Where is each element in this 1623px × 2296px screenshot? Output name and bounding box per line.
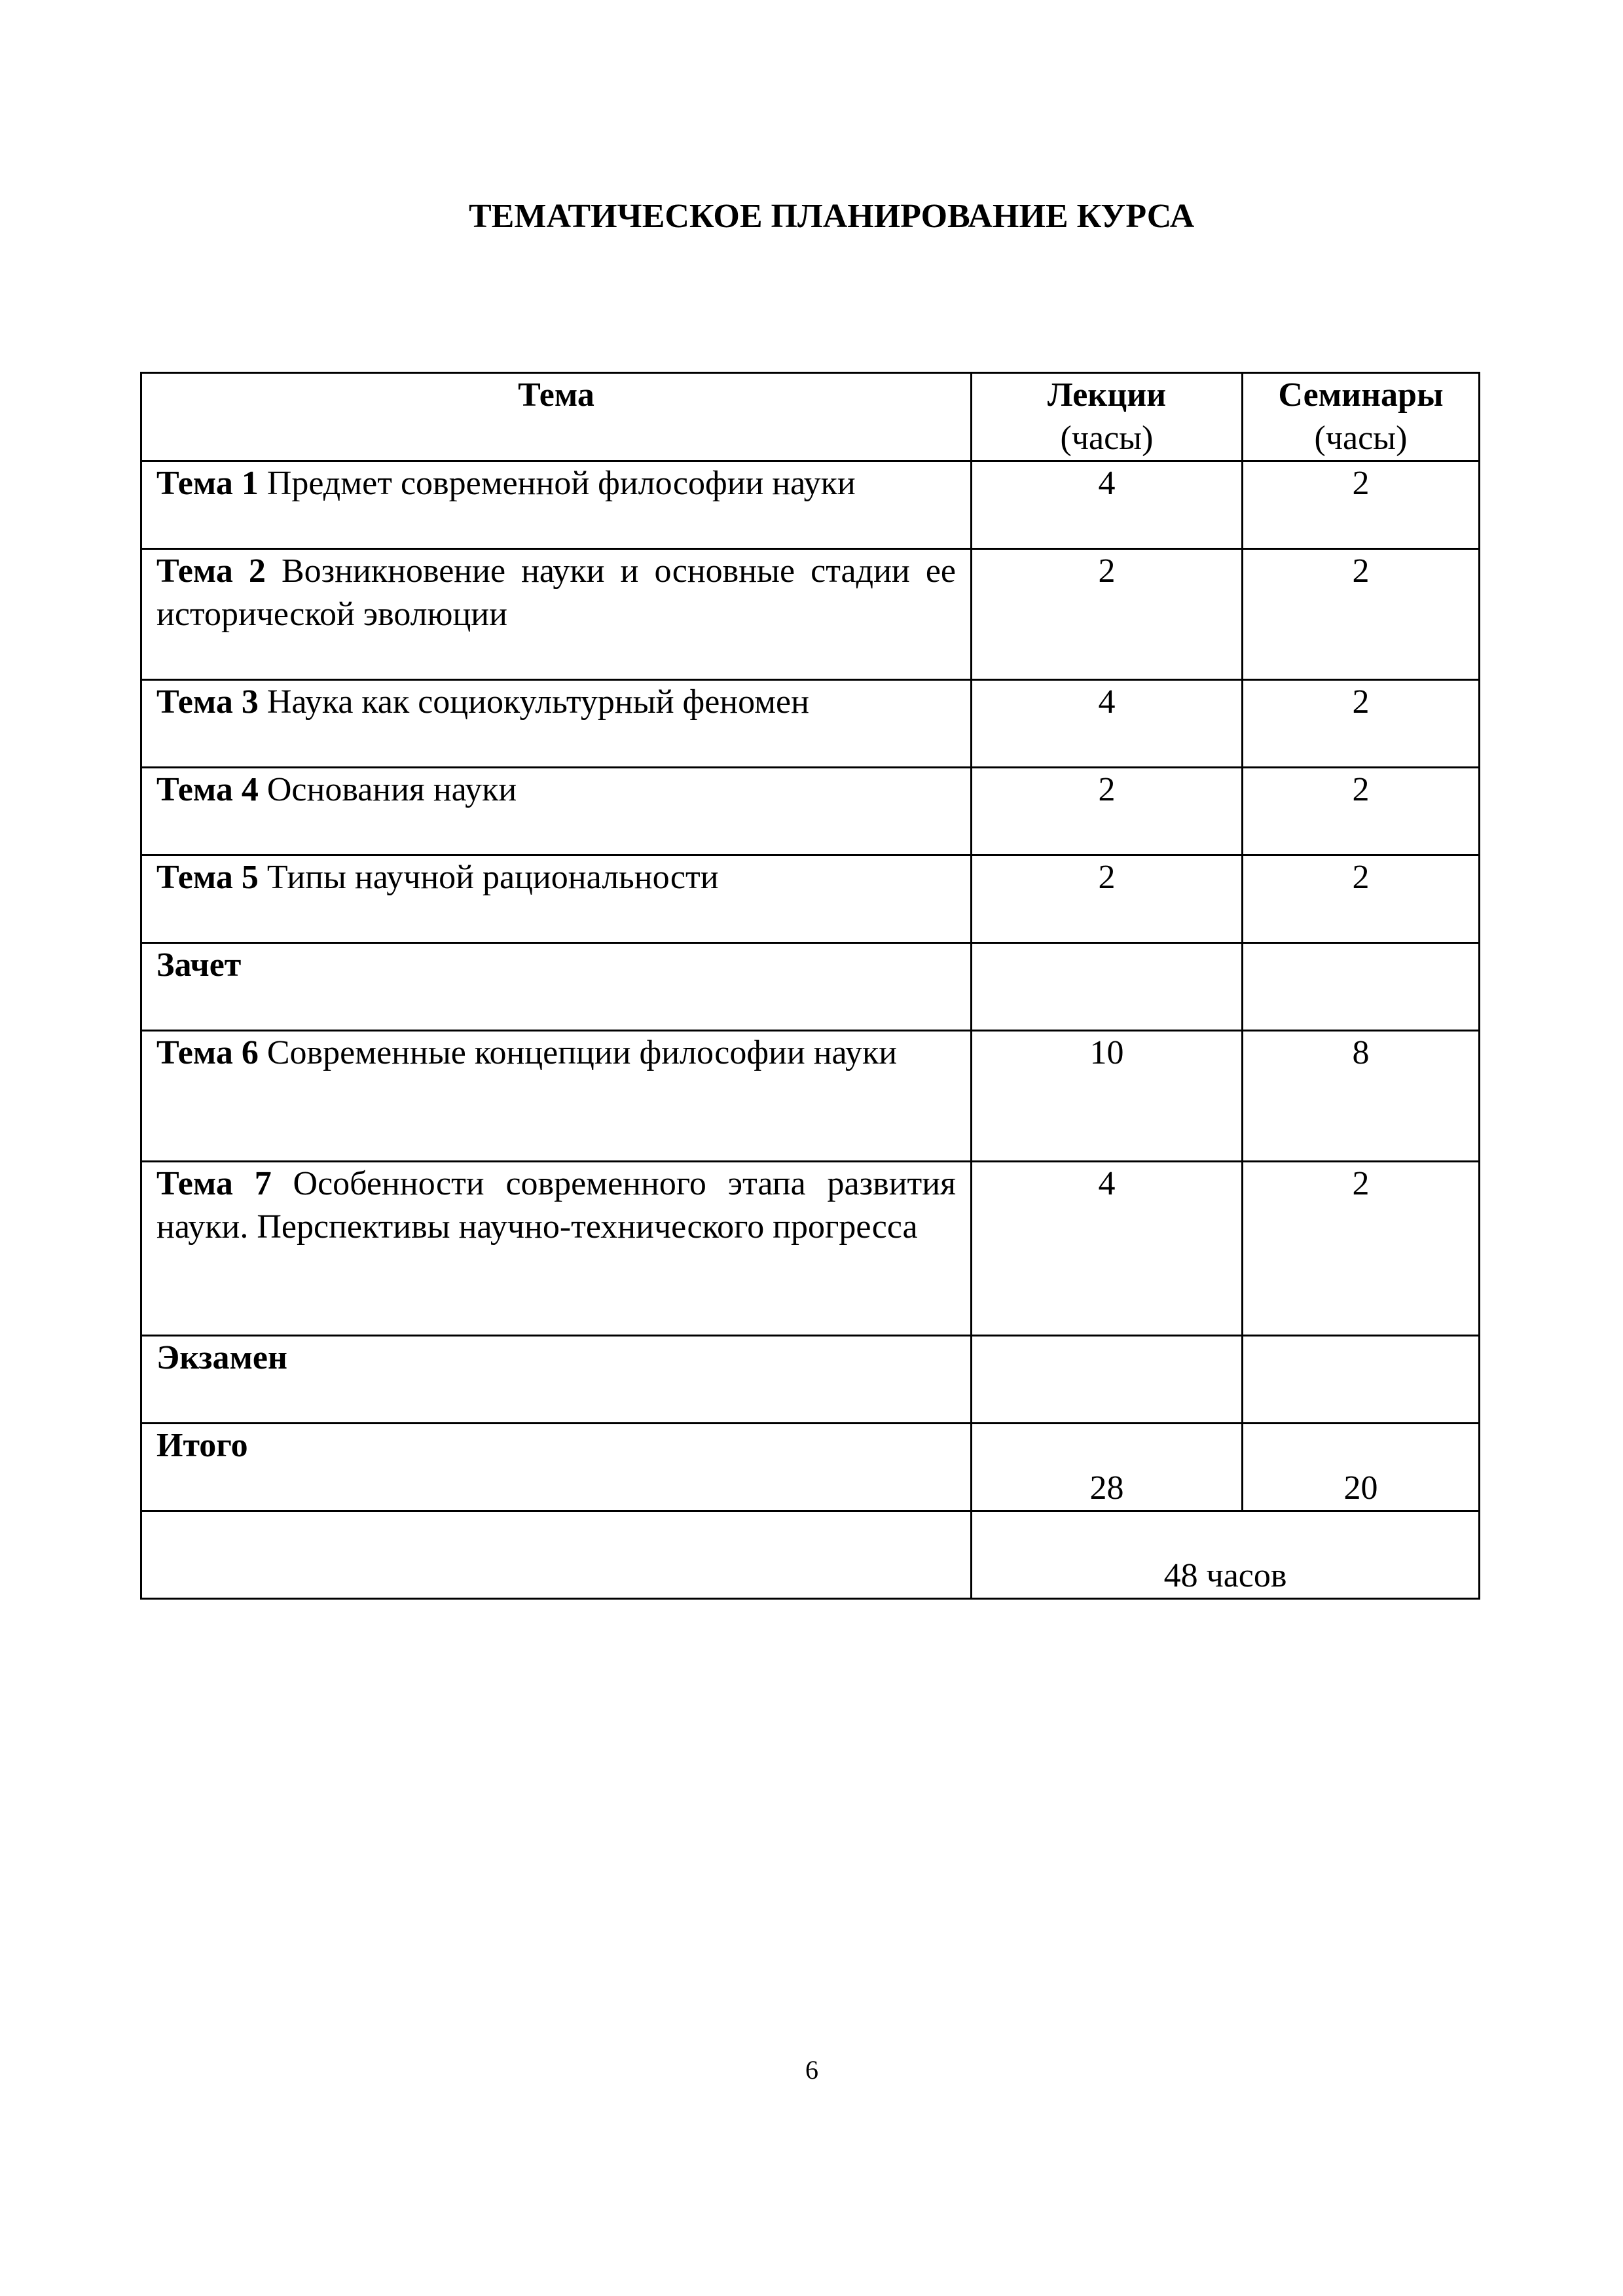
- table-row: [141, 461, 1480, 549]
- topic-text: Возникновение науки и основные стадии ее исторической эволюции: [156, 552, 956, 633]
- lectures-hours: 4: [972, 680, 1243, 768]
- seminars-hours: [1243, 943, 1480, 1031]
- topic-cell: [141, 855, 972, 943]
- topic-cell: [141, 768, 972, 855]
- topic-cell: [141, 1336, 972, 1424]
- table-row: [141, 680, 1480, 768]
- topic-label: Зачет: [156, 946, 242, 984]
- header-seminars-unit: (часы): [1314, 420, 1408, 457]
- seminars-hours: 2: [1243, 855, 1480, 943]
- topic-text: Наука как социокультурный феномен: [258, 683, 809, 721]
- page-number: 6: [805, 2055, 818, 2085]
- total-label: Итого: [156, 1427, 248, 1464]
- topic-cell: [141, 1031, 972, 1162]
- header-lectures-label: Лекции: [1047, 376, 1167, 414]
- table-row: [141, 1162, 1480, 1336]
- grand-total-row: [141, 1511, 1480, 1599]
- table-row: [141, 943, 1480, 1031]
- total-lectures-hours: 28: [972, 1424, 1243, 1511]
- total-seminars-hours: 20: [1243, 1424, 1480, 1511]
- course-plan-table: [140, 372, 1480, 1600]
- page-title: ТЕМАТИЧЕСКОЕ ПЛАНИРОВАНИЕ КУРСА: [469, 198, 1195, 235]
- seminars-hours: 2: [1243, 768, 1480, 855]
- topic-text: Особенности современного этапа развития науки. Перспективы научно-технического прогресса: [156, 1165, 956, 1246]
- topic-cell: [141, 680, 972, 768]
- seminars-hours: 8: [1243, 1031, 1480, 1162]
- table-row: [141, 549, 1480, 680]
- grand-total-empty-cell: [141, 1511, 972, 1599]
- lectures-hours: 2: [972, 855, 1243, 943]
- topic-text: Основания науки: [258, 771, 517, 808]
- lectures-hours: 4: [972, 461, 1243, 549]
- lectures-hours: 2: [972, 768, 1243, 855]
- topic-text: Предмет современной философии науки: [258, 465, 856, 502]
- lectures-hours: [972, 1336, 1243, 1424]
- topic-label: Тема 1: [156, 465, 259, 502]
- seminars-hours: 2: [1243, 549, 1480, 680]
- lectures-hours: 10: [972, 1031, 1243, 1162]
- lectures-hours: 4: [972, 1162, 1243, 1336]
- lectures-hours: [972, 943, 1243, 1031]
- topic-cell: [141, 549, 972, 680]
- table-row: [141, 1031, 1480, 1162]
- topic-label: Экзамен: [156, 1339, 287, 1376]
- header-lectures: [972, 373, 1243, 461]
- seminars-hours: [1243, 1336, 1480, 1424]
- topic-label: Тема 6: [156, 1034, 259, 1071]
- topic-label: Тема 2: [156, 552, 266, 590]
- topic-cell: [141, 461, 972, 549]
- table-row: [141, 768, 1480, 855]
- grand-total-hours: 48 часов: [972, 1511, 1480, 1599]
- topic-text: Современные концепции философии науки: [258, 1034, 898, 1071]
- topic-label: Тема 4: [156, 771, 259, 808]
- seminars-hours: 2: [1243, 461, 1480, 549]
- lectures-hours: 2: [972, 549, 1243, 680]
- table-row: [141, 855, 1480, 943]
- total-row: [141, 1424, 1480, 1511]
- total-label-cell: [141, 1424, 972, 1511]
- seminars-hours: 2: [1243, 1162, 1480, 1336]
- topic-text: Типы научной рациональности: [258, 859, 719, 896]
- seminars-hours: 2: [1243, 680, 1480, 768]
- header-lectures-unit: (часы): [1060, 420, 1154, 457]
- topic-label: Тема 7: [156, 1165, 272, 1202]
- header-seminars: [1243, 373, 1480, 461]
- header-topic-label: Тема: [518, 376, 594, 414]
- header-topic: [141, 373, 972, 461]
- topic-label: Тема 5: [156, 859, 259, 896]
- topic-cell: [141, 1162, 972, 1336]
- topic-label: Тема 3: [156, 683, 259, 721]
- header-seminars-label: Семинары: [1278, 376, 1444, 414]
- table-row: [141, 1336, 1480, 1424]
- topic-cell: [141, 943, 972, 1031]
- table-header-row: [141, 373, 1480, 461]
